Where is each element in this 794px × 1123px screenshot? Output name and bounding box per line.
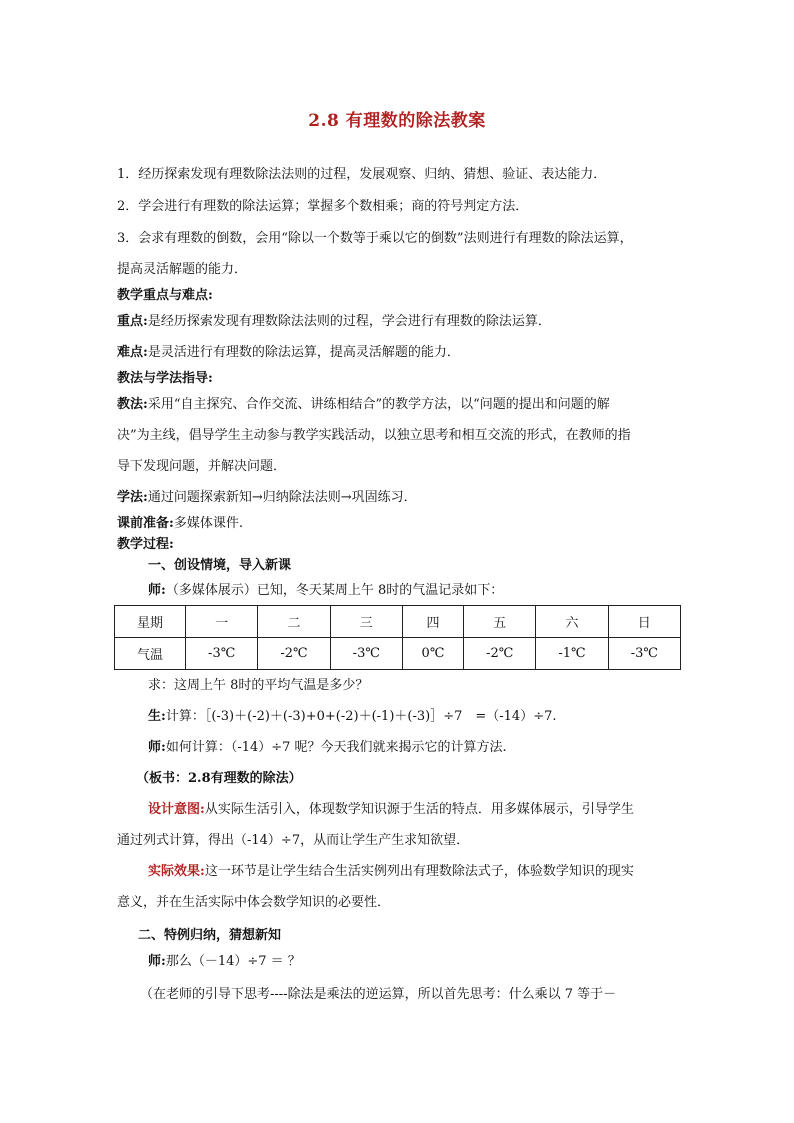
prep-line xyxy=(117,514,682,534)
effect-text-1: 这一环节是让学生结合生活实例列出有理数除法式子，体验数学知识的现实 xyxy=(204,864,634,879)
zhongdian-text: 是经历探索发现有理数除法法则的过程，学会进行有理数的除法运算． xyxy=(147,314,551,329)
jiaofa-line-1 xyxy=(117,395,682,415)
jiaofa-text-1: 采用“自主探究、合作交流、讲练相结合”的教学方法，以“问题的提出和问题的解 xyxy=(147,397,610,412)
key-point-zhongdian xyxy=(117,312,682,332)
table-cell-day: 二 xyxy=(258,606,330,638)
table-cell-day: 五 xyxy=(464,606,536,638)
goal-1: 1．经历探索发现有理数除法法则的过程，发展观察、归纳、猜想、验证、表达能力． xyxy=(117,167,607,182)
table-row-temps xyxy=(115,638,681,670)
teacher-text-3: 那么（－14）÷7 ＝ ？ xyxy=(165,954,301,969)
xuefa-line xyxy=(117,488,682,508)
table-cell-day: 三 xyxy=(330,606,402,638)
table-cell-temp: -3℃ xyxy=(608,638,680,670)
teacher-label: 师: xyxy=(148,954,166,969)
methods-heading: 教法与学法指导: xyxy=(117,371,213,386)
table-cell-day: 一 xyxy=(186,606,258,638)
teacher-text-1: （多媒体展示）已知，冬天某周上午 8时的气温记录如下： xyxy=(165,583,504,598)
effect-line-2: 意义，并在生活实际中体会数学知识的必要性． xyxy=(117,895,391,910)
student-label: 生: xyxy=(148,709,166,724)
zhongdian-label: 重点: xyxy=(117,314,148,329)
teacher-line-2 xyxy=(148,738,713,758)
teacher-line-1 xyxy=(148,581,713,601)
jiaofa-line-3: 导下发现问题，并解决问题． xyxy=(117,459,287,474)
effect-line-1 xyxy=(148,862,713,882)
goal-3-continued: 提高灵活解题的能力． xyxy=(117,262,248,277)
goal-3: 3．会求有理数的倒数，会用“除以一个数等于乘以它的倒数”法则进行有理数的除法运算， xyxy=(117,231,633,246)
design-line-2: 通过列式计算，得出（-14）÷7，从而让学生产生求知欲望． xyxy=(117,833,470,848)
table-cell-day: 日 xyxy=(608,606,680,638)
goal-2: 2．学会进行有理数的除法运算；掌握多个数相乘；商的符号判定方法． xyxy=(117,199,529,214)
question-line: 求：这周上午 8时的平均气温是多少？ xyxy=(148,678,369,693)
table-cell-temp: -1℃ xyxy=(536,638,608,670)
table-row-days xyxy=(115,606,681,638)
nandian-label: 难点: xyxy=(117,345,148,360)
table-header-cell: 星期 xyxy=(115,606,186,638)
design-text-1: 从实际生活引入，体现数学知识源于生活的特点．用多媒体展示，引导学生 xyxy=(204,802,634,817)
design-label: 设计意图: xyxy=(148,802,205,817)
teacher-text-2: 如何计算：（-14）÷7 呢？今天我们就来揭示它的计算方法. xyxy=(165,740,507,755)
table-cell-temp: -3℃ xyxy=(330,638,402,670)
table-cell-day: 四 xyxy=(402,606,463,638)
section-1-heading: 一、创设情境，导入新课 xyxy=(148,558,292,573)
teacher-line-3 xyxy=(148,952,713,972)
table-cell-day: 六 xyxy=(536,606,608,638)
xuefa-text: 通过问题探索新知→归纳除法法则→巩固练习． xyxy=(147,490,417,505)
page-title: 2.8 有理数的除法教案 xyxy=(308,111,486,131)
xuefa-label: 学法: xyxy=(117,490,148,505)
jiaofa-label: 教法: xyxy=(117,397,148,412)
table-cell-temp: -2℃ xyxy=(258,638,330,670)
key-points-heading: 教学重点与难点: xyxy=(117,288,213,303)
prep-text: 多媒体课件. xyxy=(173,516,243,531)
teacher-label: 师: xyxy=(148,583,166,598)
section-2-heading: 二、特例归纳，猜想新知 xyxy=(138,928,282,943)
key-point-nandian xyxy=(117,343,682,363)
last-paragraph-line: （在老师的引导下思考----除法是乘法的逆运算，所以首先思考：什么乘以 7 等于－ xyxy=(140,987,617,1002)
student-text: 计算：［(-3)＋(-2)＋(-3)+0+(-2)＋(-1)＋(-3)］÷7 =（-14）÷7. xyxy=(165,709,557,724)
nandian-text: 是灵活进行有理数的除法运算，提高灵活解题的能力． xyxy=(147,345,460,360)
table-cell-temp: 0℃ xyxy=(402,638,463,670)
effect-label: 实际效果: xyxy=(148,864,205,879)
board-note: （板书：2.8有理数的除法） xyxy=(136,771,302,786)
temperature-table xyxy=(114,605,681,670)
design-line-1 xyxy=(148,800,713,820)
student-line xyxy=(148,707,713,727)
process-heading: 教学过程: xyxy=(117,537,174,552)
prep-label: 课前准备: xyxy=(117,516,174,531)
table-cell-temp: -3℃ xyxy=(186,638,258,670)
table-cell-temp: -2℃ xyxy=(464,638,536,670)
jiaofa-line-2: 决”为主线，倡导学生主动参与教学实践活动，以独立思考和相互交流的形式，在教师的指 xyxy=(117,428,631,443)
teacher-label: 师: xyxy=(148,740,166,755)
table-row-label-cell: 气温 xyxy=(115,638,186,670)
